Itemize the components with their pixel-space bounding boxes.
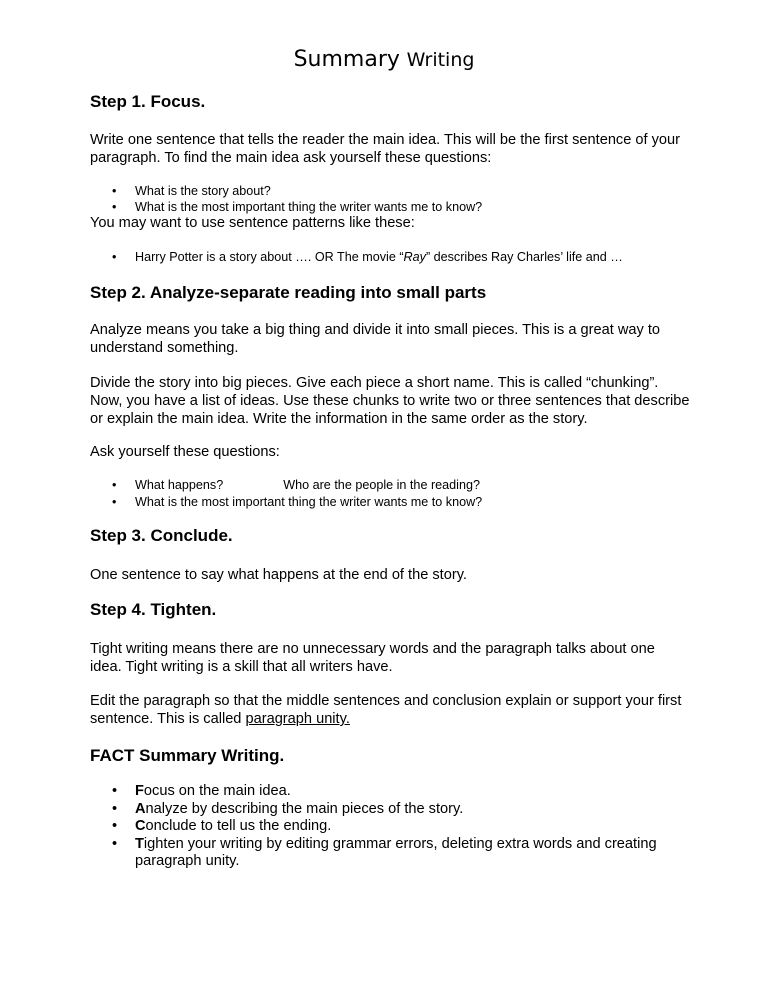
- list-item: • What is the most important thing the writer wants me to know?: [90, 199, 482, 215]
- step2-question-list: [90, 477, 482, 511]
- fact-letter: F: [135, 783, 144, 799]
- fact-letter: T: [135, 835, 144, 852]
- step4-paragraph-1: Tight writing means there are no unnecessary words and the paragraph talks about one idea. Tight writing is a skill that all writers have.: [90, 641, 655, 675]
- step4-paragraph-2-text: Edit the paragraph so that the middle sentences and conclusion explain or support your first sentence. This is called: [90, 693, 682, 727]
- fact-letter: C: [135, 818, 146, 834]
- question-what-happens: What happens?: [135, 478, 224, 492]
- step3-paragraph: One sentence to say what happens at the end of the story.: [90, 567, 467, 583]
- fact-text: nalyze by describing the main pieces of the story.: [145, 800, 464, 817]
- list-item: [90, 801, 680, 819]
- pattern-text-before: Harry Potter is a story about …. OR The movie “: [135, 250, 404, 264]
- fact-letter: A: [135, 800, 146, 817]
- fact-text: ocus on the main idea.: [143, 783, 291, 799]
- list-item: [90, 477, 482, 494]
- step4-paragraph-2: [90, 692, 690, 728]
- step2-paragraph-2: Divide the story into big pieces. Give each piece a short name. This is called “chunking”. Now, you have a list of ideas. Use these chunks to write two or three sentences that describe or explain the main idea. Write the information in the same order as the story.: [90, 375, 690, 427]
- step2-paragraph-1: Analyze means you take a big thing and divide it into small pieces. This is a great way to understand something.: [90, 322, 661, 356]
- title-word-summary: Summary: [293, 47, 400, 72]
- fact-text: ighten your writing by editing grammar errors, deleting extra words and creating paragraph unity.: [135, 835, 657, 869]
- step1-pattern-list: [90, 249, 623, 265]
- question-who-are-people: Who are the people in the reading?: [283, 478, 480, 492]
- list-item: • What is the most important thing the writer wants me to know?: [90, 494, 482, 511]
- pattern-text-after: ” describes Ray Charles’ life and …: [425, 250, 623, 264]
- fact-text: onclude to tell us the ending.: [145, 818, 332, 834]
- paragraph-unity-term: paragraph unity.: [245, 711, 350, 727]
- list-item: [90, 783, 680, 801]
- step2-heading: Step 2. Analyze-separate reading into small parts: [90, 283, 487, 302]
- pattern-text-italic: Ray: [403, 250, 426, 264]
- step1-patterns-intro: You may want to use sentence patterns like these:: [90, 215, 415, 231]
- list-item: [90, 249, 623, 265]
- step4-heading: Step 4. Tighten.: [90, 600, 217, 619]
- step3-heading: Step 3. Conclude.: [90, 526, 233, 545]
- step1-question-list: [90, 183, 482, 215]
- list-item: • What is the story about?: [90, 183, 482, 199]
- step1-paragraph: Write one sentence that tells the reader the main idea. This will be the first sentence of your paragraph. To find the main idea ask yourself these questions:: [90, 132, 681, 166]
- fact-heading: FACT Summary Writing.: [90, 746, 285, 765]
- step1-heading: Step 1. Focus.: [90, 92, 206, 111]
- list-item: [90, 836, 680, 871]
- list-item: [90, 818, 680, 836]
- page-title: [0, 44, 768, 75]
- title-word-writing: Writing: [406, 49, 475, 71]
- fact-list: [90, 783, 680, 871]
- step2-paragraph-3: Ask yourself these questions:: [90, 444, 280, 460]
